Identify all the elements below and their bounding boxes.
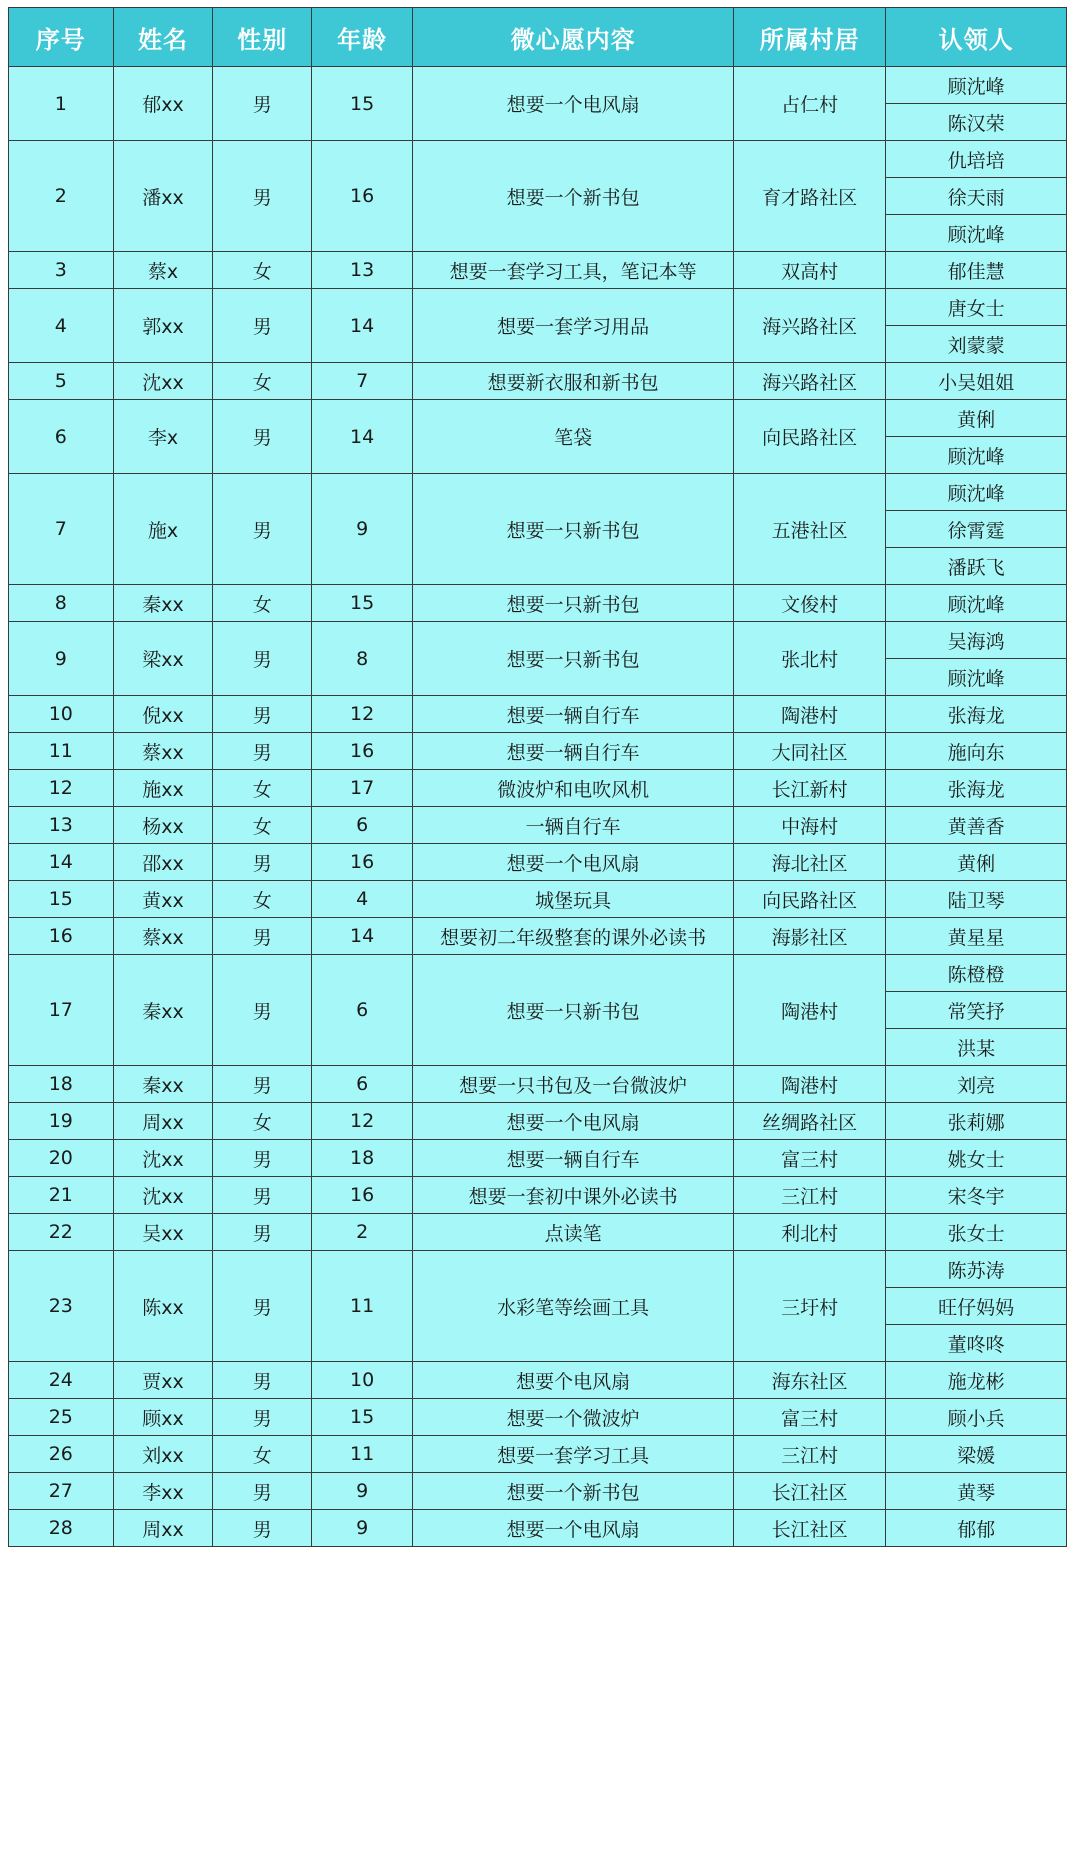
table-row bbox=[9, 1251, 1067, 1288]
cell-claimant: 吴海鸿 bbox=[886, 622, 1067, 659]
header-wish: 微心愿内容 bbox=[413, 8, 734, 67]
cell-name: 蔡x bbox=[113, 252, 213, 289]
header-gender: 性别 bbox=[213, 8, 312, 67]
table-row bbox=[9, 67, 1067, 104]
cell-wish: 想要一个电风扇 bbox=[413, 67, 734, 141]
header-name: 姓名 bbox=[113, 8, 213, 67]
table-row bbox=[9, 955, 1067, 992]
cell-gender: 男 bbox=[213, 844, 312, 881]
cell-claimant: 张海龙 bbox=[886, 696, 1067, 733]
cell-claimant: 施向东 bbox=[886, 733, 1067, 770]
cell-age: 12 bbox=[312, 696, 413, 733]
table-row bbox=[9, 1362, 1067, 1399]
cell-village: 大同社区 bbox=[734, 733, 886, 770]
cell-claimant: 唐女士 bbox=[886, 289, 1067, 326]
cell-wish: 水彩笔等绘画工具 bbox=[413, 1251, 734, 1362]
cell-claimant: 黄琴 bbox=[886, 1473, 1067, 1510]
cell-age: 13 bbox=[312, 252, 413, 289]
cell-wish: 想要一套学习工具 bbox=[413, 1436, 734, 1473]
cell-age: 15 bbox=[312, 1399, 413, 1436]
cell-wish: 想要一套学习用品 bbox=[413, 289, 734, 363]
cell-gender: 男 bbox=[213, 733, 312, 770]
cell-no: 9 bbox=[9, 622, 114, 696]
cell-village: 双高村 bbox=[734, 252, 886, 289]
table-row bbox=[9, 1103, 1067, 1140]
cell-claimant: 顾沈峰 bbox=[886, 67, 1067, 104]
cell-wish: 想要一个微波炉 bbox=[413, 1399, 734, 1436]
cell-name: 刘xx bbox=[113, 1436, 213, 1473]
cell-age: 16 bbox=[312, 844, 413, 881]
table-row bbox=[9, 252, 1067, 289]
table-row bbox=[9, 289, 1067, 326]
cell-age: 15 bbox=[312, 67, 413, 141]
cell-claimant: 董咚咚 bbox=[886, 1325, 1067, 1362]
cell-village: 海兴路社区 bbox=[734, 289, 886, 363]
cell-claimant: 顾沈峰 bbox=[886, 437, 1067, 474]
cell-claimant: 张海龙 bbox=[886, 770, 1067, 807]
header-row bbox=[9, 8, 1067, 67]
cell-name: 施x bbox=[113, 474, 213, 585]
cell-claimant: 顾小兵 bbox=[886, 1399, 1067, 1436]
table-row bbox=[9, 622, 1067, 659]
cell-wish: 想要初二年级整套的课外必读书 bbox=[413, 918, 734, 955]
cell-gender: 男 bbox=[213, 141, 312, 252]
cell-wish: 想要一只新书包 bbox=[413, 474, 734, 585]
table-row bbox=[9, 1066, 1067, 1103]
cell-no: 2 bbox=[9, 141, 114, 252]
cell-wish: 想要新衣服和新书包 bbox=[413, 363, 734, 400]
cell-claimant: 洪某 bbox=[886, 1029, 1067, 1066]
cell-gender: 女 bbox=[213, 1436, 312, 1473]
cell-age: 12 bbox=[312, 1103, 413, 1140]
cell-age: 11 bbox=[312, 1436, 413, 1473]
cell-name: 陈xx bbox=[113, 1251, 213, 1362]
table-row bbox=[9, 733, 1067, 770]
cell-no: 24 bbox=[9, 1362, 114, 1399]
table-row bbox=[9, 918, 1067, 955]
cell-age: 2 bbox=[312, 1214, 413, 1251]
cell-name: 倪xx bbox=[113, 696, 213, 733]
cell-no: 5 bbox=[9, 363, 114, 400]
cell-claimant: 宋冬宇 bbox=[886, 1177, 1067, 1214]
cell-no: 20 bbox=[9, 1140, 114, 1177]
cell-wish: 想要一套初中课外必读书 bbox=[413, 1177, 734, 1214]
cell-village: 三江村 bbox=[734, 1177, 886, 1214]
cell-no: 27 bbox=[9, 1473, 114, 1510]
cell-gender: 男 bbox=[213, 696, 312, 733]
cell-wish: 想要一辆自行车 bbox=[413, 733, 734, 770]
cell-age: 14 bbox=[312, 289, 413, 363]
cell-wish: 点读笔 bbox=[413, 1214, 734, 1251]
cell-wish: 想要一套学习工具，笔记本等 bbox=[413, 252, 734, 289]
cell-age: 7 bbox=[312, 363, 413, 400]
cell-village: 长江社区 bbox=[734, 1510, 886, 1547]
cell-name: 周xx bbox=[113, 1510, 213, 1547]
cell-no: 10 bbox=[9, 696, 114, 733]
cell-wish: 想要一只新书包 bbox=[413, 585, 734, 622]
cell-village: 长江社区 bbox=[734, 1473, 886, 1510]
cell-claimant: 梁媛 bbox=[886, 1436, 1067, 1473]
cell-name: 秦xx bbox=[113, 1066, 213, 1103]
cell-age: 11 bbox=[312, 1251, 413, 1362]
cell-name: 李xx bbox=[113, 1473, 213, 1510]
cell-no: 19 bbox=[9, 1103, 114, 1140]
cell-age: 15 bbox=[312, 585, 413, 622]
cell-name: 施xx bbox=[113, 770, 213, 807]
cell-claimant: 顾沈峰 bbox=[886, 215, 1067, 252]
cell-village: 利北村 bbox=[734, 1214, 886, 1251]
cell-claimant: 黄星星 bbox=[886, 918, 1067, 955]
cell-no: 17 bbox=[9, 955, 114, 1066]
cell-village: 海北社区 bbox=[734, 844, 886, 881]
cell-gender: 男 bbox=[213, 1177, 312, 1214]
cell-claimant: 顾沈峰 bbox=[886, 474, 1067, 511]
cell-village: 陶港村 bbox=[734, 696, 886, 733]
cell-claimant: 顾沈峰 bbox=[886, 659, 1067, 696]
cell-age: 6 bbox=[312, 807, 413, 844]
cell-no: 14 bbox=[9, 844, 114, 881]
cell-age: 6 bbox=[312, 955, 413, 1066]
table-row bbox=[9, 881, 1067, 918]
table-row bbox=[9, 696, 1067, 733]
cell-gender: 女 bbox=[213, 807, 312, 844]
cell-village: 丝绸路社区 bbox=[734, 1103, 886, 1140]
cell-gender: 女 bbox=[213, 252, 312, 289]
cell-village: 陶港村 bbox=[734, 1066, 886, 1103]
cell-no: 16 bbox=[9, 918, 114, 955]
cell-age: 9 bbox=[312, 1473, 413, 1510]
cell-no: 1 bbox=[9, 67, 114, 141]
cell-name: 杨xx bbox=[113, 807, 213, 844]
cell-claimant: 郁佳慧 bbox=[886, 252, 1067, 289]
cell-claimant: 刘亮 bbox=[886, 1066, 1067, 1103]
cell-village: 向民路社区 bbox=[734, 881, 886, 918]
cell-gender: 男 bbox=[213, 1140, 312, 1177]
cell-village: 富三村 bbox=[734, 1140, 886, 1177]
cell-village: 育才路社区 bbox=[734, 141, 886, 252]
cell-age: 10 bbox=[312, 1362, 413, 1399]
cell-gender: 男 bbox=[213, 955, 312, 1066]
cell-age: 17 bbox=[312, 770, 413, 807]
cell-village: 海东社区 bbox=[734, 1362, 886, 1399]
cell-claimant: 张莉娜 bbox=[886, 1103, 1067, 1140]
cell-no: 3 bbox=[9, 252, 114, 289]
cell-gender: 男 bbox=[213, 1251, 312, 1362]
table-row bbox=[9, 1177, 1067, 1214]
cell-gender: 男 bbox=[213, 1473, 312, 1510]
table-row bbox=[9, 770, 1067, 807]
table-row bbox=[9, 1436, 1067, 1473]
cell-gender: 男 bbox=[213, 1362, 312, 1399]
cell-village: 三江村 bbox=[734, 1436, 886, 1473]
cell-gender: 男 bbox=[213, 1510, 312, 1547]
table-row bbox=[9, 844, 1067, 881]
cell-claimant: 陈橙橙 bbox=[886, 955, 1067, 992]
cell-claimant: 黄俐 bbox=[886, 844, 1067, 881]
header-village: 所属村居 bbox=[734, 8, 886, 67]
cell-age: 9 bbox=[312, 1510, 413, 1547]
cell-claimant: 潘跃飞 bbox=[886, 548, 1067, 585]
cell-claimant: 陆卫琴 bbox=[886, 881, 1067, 918]
cell-claimant: 旺仔妈妈 bbox=[886, 1288, 1067, 1325]
cell-age: 14 bbox=[312, 400, 413, 474]
table-row bbox=[9, 1510, 1067, 1547]
cell-age: 16 bbox=[312, 733, 413, 770]
cell-name: 黄xx bbox=[113, 881, 213, 918]
cell-village: 向民路社区 bbox=[734, 400, 886, 474]
cell-name: 蔡xx bbox=[113, 918, 213, 955]
table-body bbox=[9, 67, 1067, 1547]
cell-wish: 想要一只新书包 bbox=[413, 955, 734, 1066]
cell-gender: 男 bbox=[213, 622, 312, 696]
cell-wish: 想要一只书包及一台微波炉 bbox=[413, 1066, 734, 1103]
cell-no: 7 bbox=[9, 474, 114, 585]
cell-wish: 想要一个电风扇 bbox=[413, 1103, 734, 1140]
header-claimant: 认领人 bbox=[886, 8, 1067, 67]
cell-claimant: 张女士 bbox=[886, 1214, 1067, 1251]
table-row bbox=[9, 585, 1067, 622]
cell-wish: 想要一只新书包 bbox=[413, 622, 734, 696]
cell-wish: 微波炉和电吹风机 bbox=[413, 770, 734, 807]
cell-claimant: 徐霄霆 bbox=[886, 511, 1067, 548]
cell-wish: 想要一个电风扇 bbox=[413, 844, 734, 881]
cell-name: 沈xx bbox=[113, 1140, 213, 1177]
cell-name: 贾xx bbox=[113, 1362, 213, 1399]
cell-no: 22 bbox=[9, 1214, 114, 1251]
cell-claimant: 常笑抒 bbox=[886, 992, 1067, 1029]
cell-wish: 想要个电风扇 bbox=[413, 1362, 734, 1399]
cell-name: 周xx bbox=[113, 1103, 213, 1140]
cell-village: 海兴路社区 bbox=[734, 363, 886, 400]
cell-gender: 男 bbox=[213, 918, 312, 955]
cell-claimant: 小吴姐姐 bbox=[886, 363, 1067, 400]
cell-wish: 笔袋 bbox=[413, 400, 734, 474]
cell-age: 4 bbox=[312, 881, 413, 918]
cell-name: 顾xx bbox=[113, 1399, 213, 1436]
cell-village: 张北村 bbox=[734, 622, 886, 696]
cell-age: 9 bbox=[312, 474, 413, 585]
cell-claimant: 仇培培 bbox=[886, 141, 1067, 178]
cell-no: 18 bbox=[9, 1066, 114, 1103]
cell-gender: 男 bbox=[213, 1399, 312, 1436]
cell-village: 三圩村 bbox=[734, 1251, 886, 1362]
cell-gender: 女 bbox=[213, 585, 312, 622]
cell-village: 海影社区 bbox=[734, 918, 886, 955]
cell-gender: 女 bbox=[213, 770, 312, 807]
table-row bbox=[9, 1140, 1067, 1177]
table-row bbox=[9, 1214, 1067, 1251]
cell-claimant: 刘蒙蒙 bbox=[886, 326, 1067, 363]
cell-name: 蔡xx bbox=[113, 733, 213, 770]
cell-gender: 男 bbox=[213, 400, 312, 474]
cell-name: 郭xx bbox=[113, 289, 213, 363]
table-row bbox=[9, 1399, 1067, 1436]
table-row bbox=[9, 807, 1067, 844]
cell-gender: 男 bbox=[213, 289, 312, 363]
cell-no: 28 bbox=[9, 1510, 114, 1547]
cell-wish: 一辆自行车 bbox=[413, 807, 734, 844]
cell-name: 邵xx bbox=[113, 844, 213, 881]
cell-claimant: 陈苏涛 bbox=[886, 1251, 1067, 1288]
cell-no: 25 bbox=[9, 1399, 114, 1436]
cell-age: 6 bbox=[312, 1066, 413, 1103]
cell-age: 8 bbox=[312, 622, 413, 696]
cell-wish: 想要一个新书包 bbox=[413, 1473, 734, 1510]
table-row bbox=[9, 363, 1067, 400]
cell-wish: 想要一辆自行车 bbox=[413, 1140, 734, 1177]
cell-claimant: 黄俐 bbox=[886, 400, 1067, 437]
cell-gender: 男 bbox=[213, 1214, 312, 1251]
cell-village: 文俊村 bbox=[734, 585, 886, 622]
cell-gender: 男 bbox=[213, 474, 312, 585]
cell-village: 富三村 bbox=[734, 1399, 886, 1436]
cell-village: 长江新村 bbox=[734, 770, 886, 807]
cell-no: 21 bbox=[9, 1177, 114, 1214]
cell-village: 中海村 bbox=[734, 807, 886, 844]
table-row bbox=[9, 1473, 1067, 1510]
cell-village: 占仁村 bbox=[734, 67, 886, 141]
cell-name: 李x bbox=[113, 400, 213, 474]
table-header bbox=[9, 8, 1067, 67]
cell-gender: 女 bbox=[213, 881, 312, 918]
cell-age: 14 bbox=[312, 918, 413, 955]
table-row bbox=[9, 141, 1067, 178]
cell-name: 沈xx bbox=[113, 1177, 213, 1214]
cell-name: 潘xx bbox=[113, 141, 213, 252]
cell-name: 梁xx bbox=[113, 622, 213, 696]
cell-wish: 想要一辆自行车 bbox=[413, 696, 734, 733]
cell-age: 18 bbox=[312, 1140, 413, 1177]
cell-no: 8 bbox=[9, 585, 114, 622]
cell-no: 6 bbox=[9, 400, 114, 474]
cell-name: 吴xx bbox=[113, 1214, 213, 1251]
header-age: 年龄 bbox=[312, 8, 413, 67]
cell-no: 26 bbox=[9, 1436, 114, 1473]
cell-claimant: 姚女士 bbox=[886, 1140, 1067, 1177]
table-row bbox=[9, 400, 1067, 437]
cell-wish: 想要一个电风扇 bbox=[413, 1510, 734, 1547]
cell-gender: 男 bbox=[213, 67, 312, 141]
cell-no: 12 bbox=[9, 770, 114, 807]
cell-age: 16 bbox=[312, 1177, 413, 1214]
cell-no: 11 bbox=[9, 733, 114, 770]
cell-wish: 想要一个新书包 bbox=[413, 141, 734, 252]
cell-claimant: 徐天雨 bbox=[886, 178, 1067, 215]
cell-name: 沈xx bbox=[113, 363, 213, 400]
cell-name: 郁xx bbox=[113, 67, 213, 141]
wish-table bbox=[8, 7, 1067, 1547]
cell-no: 4 bbox=[9, 289, 114, 363]
cell-gender: 女 bbox=[213, 363, 312, 400]
cell-no: 23 bbox=[9, 1251, 114, 1362]
cell-gender: 男 bbox=[213, 1066, 312, 1103]
cell-wish: 城堡玩具 bbox=[413, 881, 734, 918]
cell-claimant: 施龙彬 bbox=[886, 1362, 1067, 1399]
cell-claimant: 顾沈峰 bbox=[886, 585, 1067, 622]
cell-village: 陶港村 bbox=[734, 955, 886, 1066]
cell-claimant: 郁郁 bbox=[886, 1510, 1067, 1547]
cell-claimant: 黄善香 bbox=[886, 807, 1067, 844]
cell-no: 15 bbox=[9, 881, 114, 918]
cell-claimant: 陈汉荣 bbox=[886, 104, 1067, 141]
cell-village: 五港社区 bbox=[734, 474, 886, 585]
cell-name: 秦xx bbox=[113, 955, 213, 1066]
cell-age: 16 bbox=[312, 141, 413, 252]
cell-no: 13 bbox=[9, 807, 114, 844]
cell-gender: 女 bbox=[213, 1103, 312, 1140]
cell-name: 秦xx bbox=[113, 585, 213, 622]
table-row bbox=[9, 474, 1067, 511]
header-no: 序号 bbox=[9, 8, 114, 67]
